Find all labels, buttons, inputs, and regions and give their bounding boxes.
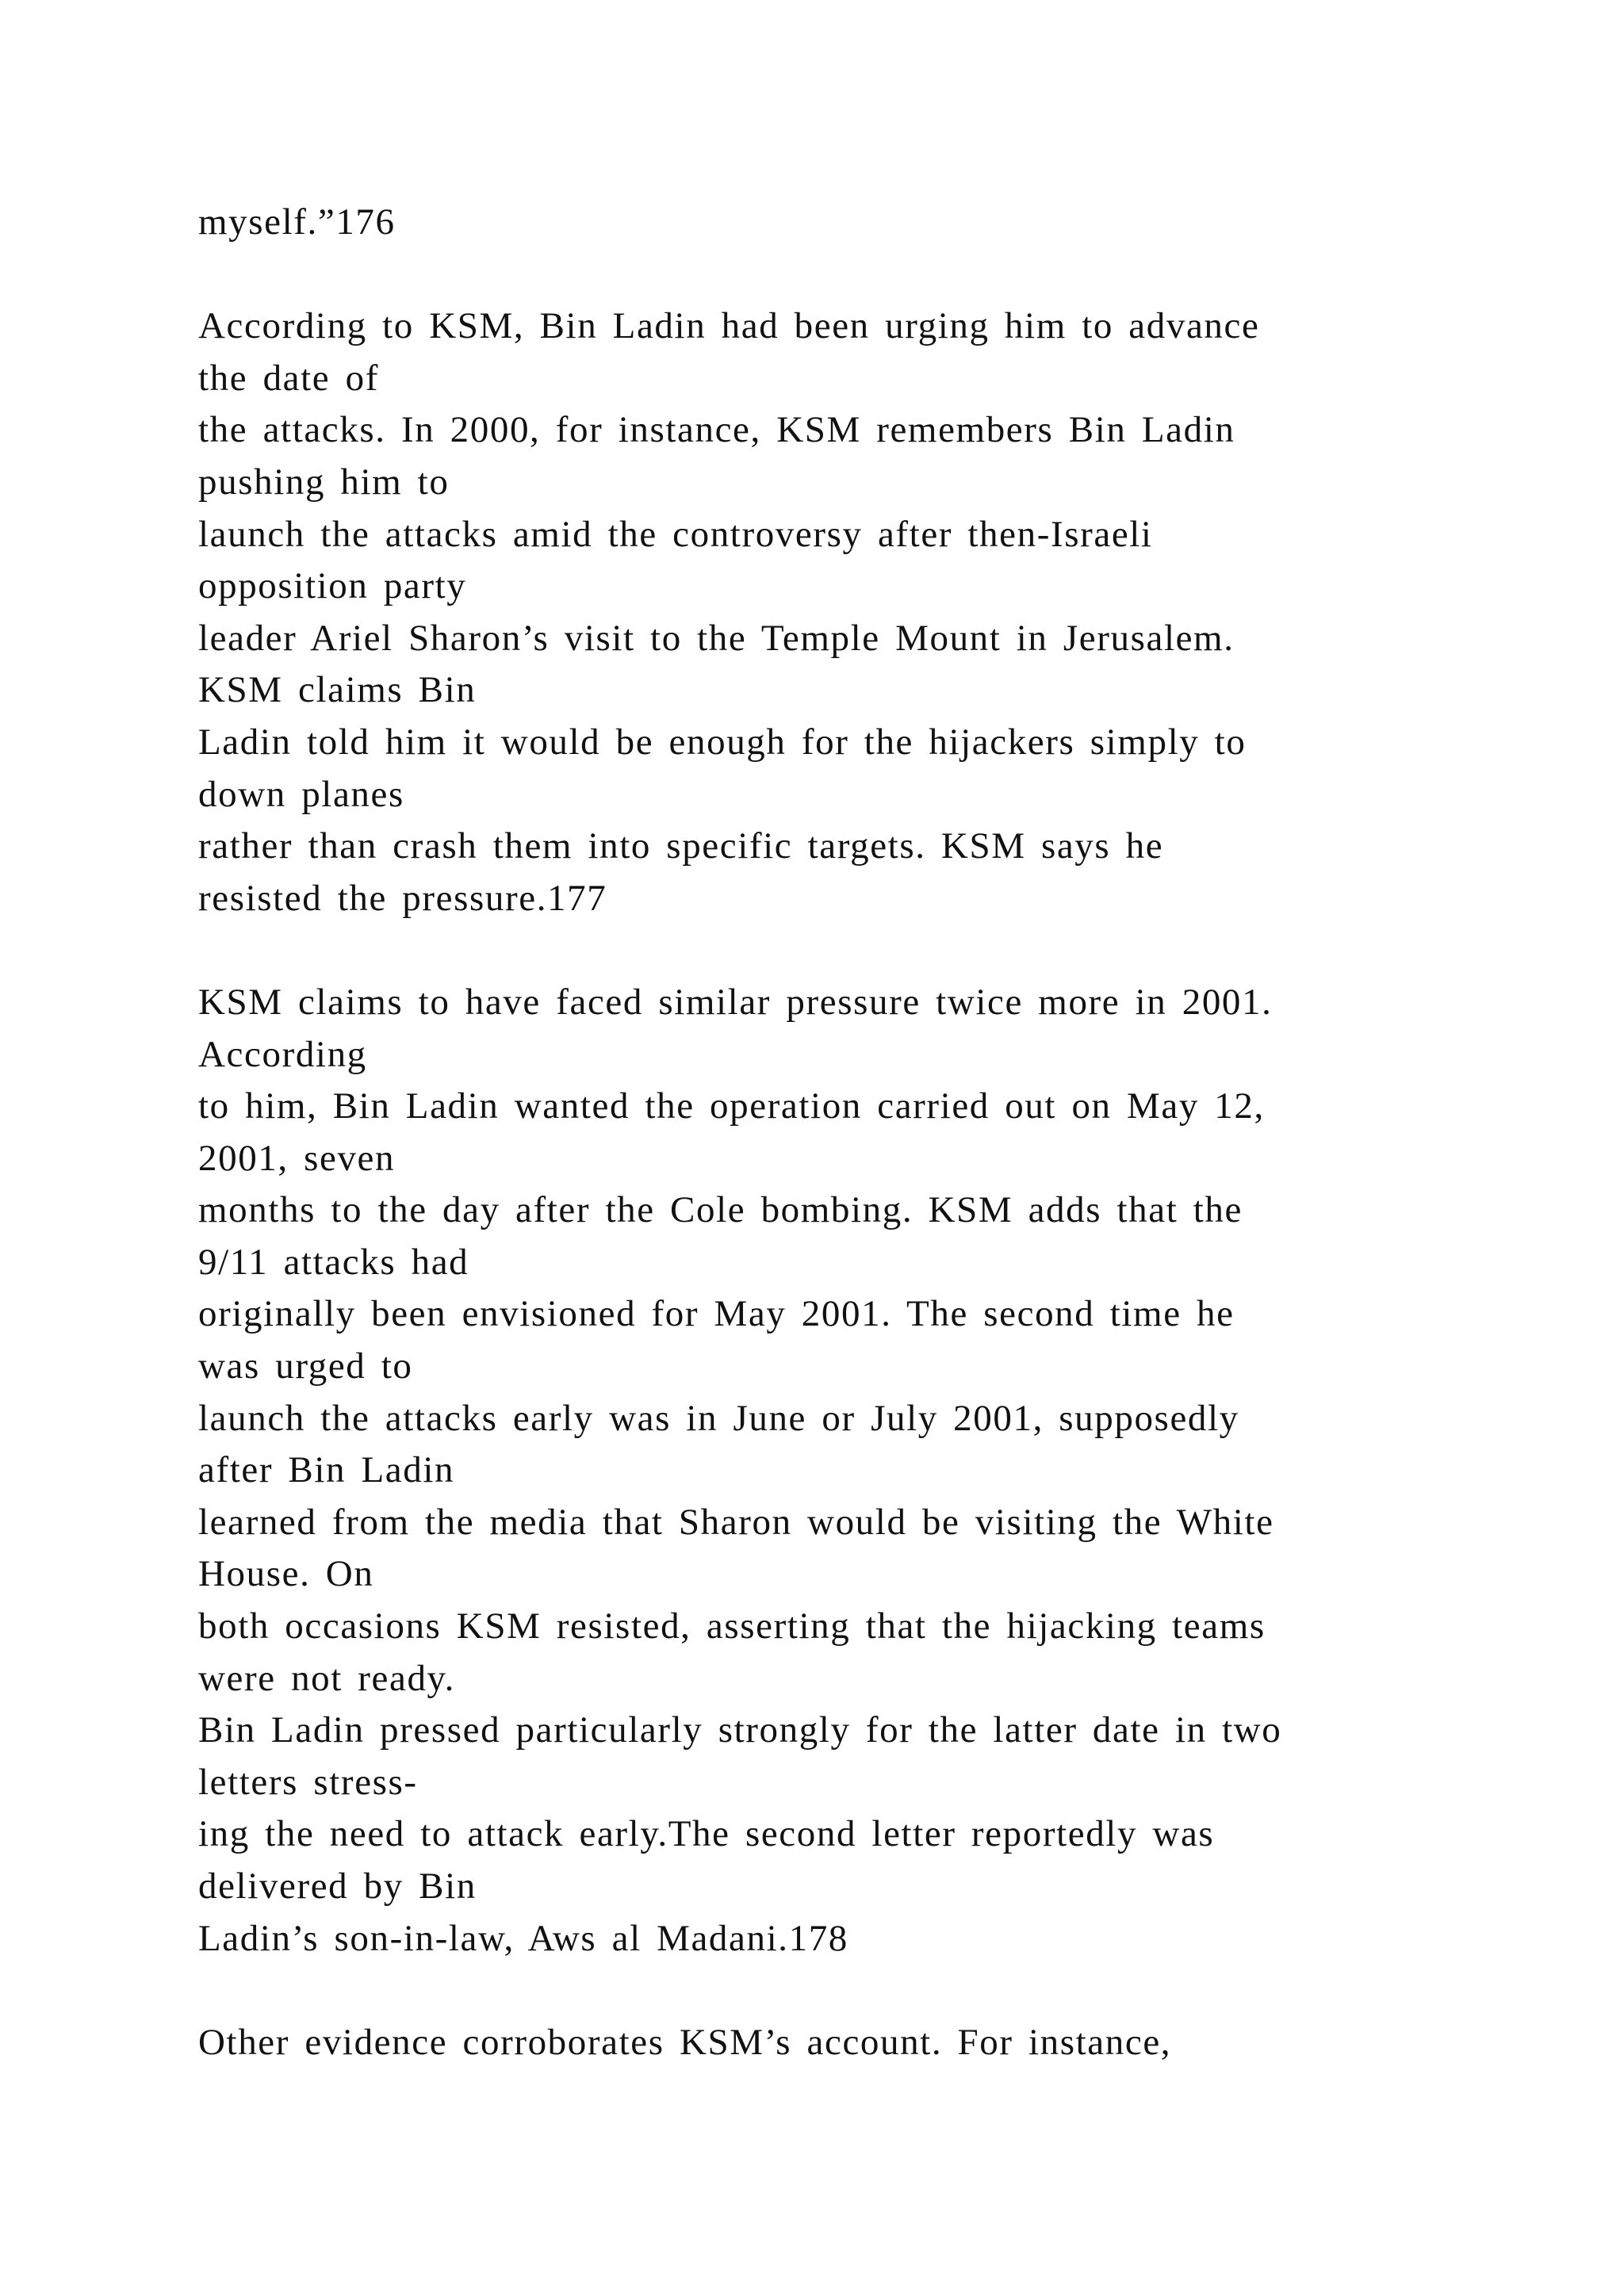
text-line: KSM claims to have faced similar pressure twice more in 2001. (198, 981, 1273, 1023)
text-line: learned from the media that Sharon would be visiting the White (198, 1501, 1274, 1543)
text-line: rather than crash them into specific targets. KSM says he (198, 825, 1164, 867)
text-line: Ladin’s son-in-law, Aws al Madani.178 (198, 1917, 848, 1959)
text-line: launch the attacks amid the controversy after then-Israeli (198, 513, 1153, 555)
text-line: launch the attacks early was in June or July 2001, supposedly (198, 1397, 1239, 1439)
paragraph-gap (198, 249, 1546, 301)
text-line: opposition party (198, 565, 467, 607)
paragraph-urging (198, 300, 1546, 924)
text-line: were not ready. (198, 1657, 455, 1699)
text-line: the attacks. In 2000, for instance, KSM remembers Bin Ladin (198, 409, 1235, 451)
text-line: According to KSM, Bin Ladin had been urging him to advance (198, 305, 1260, 347)
text-line: 9/11 attacks had (198, 1241, 469, 1283)
text-line: leader Ariel Sharon’s visit to the Temple Mount in Jerusalem. (198, 617, 1235, 659)
text-line: House. On (198, 1553, 374, 1595)
paragraph-pressure (198, 977, 1546, 1965)
text-line: delivered by Bin (198, 1866, 477, 1907)
text-line: originally been envisioned for May 2001. The second time he (198, 1293, 1235, 1335)
text-line: Other evidence corroborates KSM’s account. For instance, (198, 2021, 1172, 2063)
text-line: 2001, seven (198, 1137, 396, 1179)
text-line: myself.”176 (198, 201, 396, 243)
document-page (198, 197, 1546, 2068)
text-line: letters stress- (198, 1761, 418, 1803)
text-line: According (198, 1033, 367, 1075)
text-line: both occasions KSM resisted, asserting that the hijacking teams (198, 1605, 1266, 1647)
paragraph-intro (198, 197, 1546, 249)
text-line: resisted the pressure.177 (198, 877, 607, 919)
text-line: ing the need to attack early.The second letter reportedly was (198, 1813, 1215, 1855)
text-line: pushing him to (198, 461, 450, 503)
text-line: months to the day after the Cole bombing. KSM adds that the (198, 1189, 1243, 1231)
paragraph-gap (198, 924, 1546, 977)
text-line: after Bin Ladin (198, 1449, 455, 1491)
paragraph-corroboration (198, 2017, 1546, 2069)
text-line: was urged to (198, 1345, 413, 1387)
text-line: the date of (198, 357, 379, 399)
paragraph-gap (198, 1965, 1546, 2017)
text-line: Bin Ladin pressed particularly strongly for the latter date in two (198, 1709, 1282, 1751)
text-line: to him, Bin Ladin wanted the operation carried out on May 12, (198, 1085, 1265, 1127)
text-line: down planes (198, 773, 404, 815)
text-line: KSM claims Bin (198, 669, 477, 711)
text-line: Ladin told him it would be enough for the hijackers simply to (198, 721, 1247, 763)
